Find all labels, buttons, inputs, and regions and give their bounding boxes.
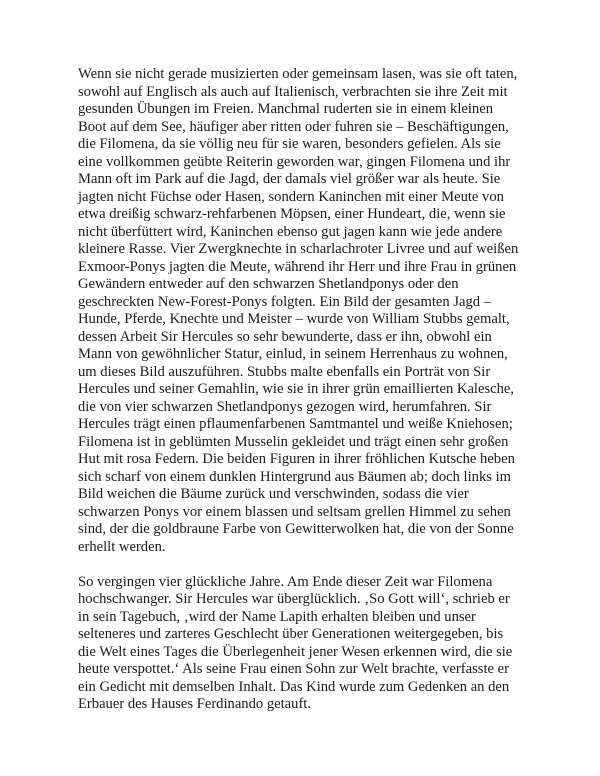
text-line: Hercules trägt einen pflaumenfarbenen Samtmantel und weiße Kniehosen;: [78, 416, 513, 432]
text-line: Mann von gewöhnlicher Statur, einlud, in seinem Herrenhaus zu wohnen,: [78, 346, 508, 362]
text-line: heute verspottet.‘ Als seine Frau einen Sohn zur Welt brachte, verfasste er: [78, 661, 509, 677]
text-line: sowohl auf Englisch als auch auf Italienisch, verbrachten sie ihre Zeit mit: [78, 83, 508, 100]
text-line: die Welt eines Tages die Überlegenheit jener Wesen erkennen wird, die sie: [78, 643, 513, 660]
text-line: gesunden Übungen im Freien. Manchmal ruderten sie in einem kleinen: [78, 101, 493, 117]
text-line: geschreckten New-Forest-Ponys folgten. Ein Bild der gesamten Jagd –: [78, 293, 491, 310]
text-line: die Filomena, da sie völlig neu für sie waren, besonders gefielen. Als sie: [78, 136, 501, 152]
text-line: schwarzen Ponys vor einem blassen und seltsam grellen Himmel zu sehen: [78, 503, 511, 520]
paragraph-1: [78, 66, 540, 556]
text-line: selteneres und zarteres Geschlecht über Generationen weitergegeben, bis: [78, 626, 504, 642]
paragraph-spacer: [78, 556, 540, 574]
text-line: Wenn sie nicht gerade musizierten oder gemeinsam lasen, was sie oft taten,: [78, 66, 518, 82]
text-line: Gewändern entweder auf den schwarzen Shetlandponys oder den: [78, 276, 459, 292]
text-line: nicht überfüttert wird, Kaninchen ebenso gut jagen kann wie jede andere: [78, 223, 503, 240]
text-line: sich scharf von einem dunklen Hintergrund aus Bäumen ab; doch links im: [78, 468, 511, 485]
text-line: kleinere Rasse. Vier Zwergknechte in scharlachroter Livree und auf weißen: [78, 241, 519, 257]
paragraph-2: [78, 574, 540, 714]
document-page: [78, 66, 540, 714]
text-line: Filomena ist in geblümten Musselin gekleidet und trägt einen sehr großen: [78, 433, 509, 450]
text-line: Mann oft im Park auf die Jagd, der damals viel größer war als heute. Sie: [78, 171, 501, 187]
text-line: dessen Arbeit Sir Hercules so sehr bewunderte, dass er ihn, obwohl ein: [78, 328, 492, 345]
text-line: Hut mit rosa Federn. Die beiden Figuren in ihrer fröhlichen Kutsche heben: [78, 451, 515, 467]
text-line: So vergingen vier glückliche Jahre. Am Ende dieser Zeit war Filomena: [78, 573, 493, 590]
text-line: jagten nicht Füchse oder Hasen, sondern Kaninchen mit einer Meute von: [78, 188, 504, 205]
text-line: Bild weichen die Bäume zurück und verschwinden, sodass die vier: [78, 486, 469, 502]
text-line: hochschwanger. Sir Hercules war überglücklich. ‚So Gott will‘, schrieb er: [78, 591, 510, 607]
text-line: sind, der die goldbraune Farbe von Gewitterwolken hat, die von der Sonne: [78, 521, 514, 537]
text-line: erhellt werden.: [78, 538, 166, 555]
text-line: um dieses Bild auszuführen. Stubbs malte ebenfalls ein Porträt von Sir: [78, 363, 491, 380]
text-line: Hercules und seiner Gemahlin, wie sie in ihrer grün emaillierten Kalesche,: [78, 381, 515, 397]
text-line: Hunde, Pferde, Knechte und Meister – wurde von William Stubbs gemalt,: [78, 311, 510, 327]
text-line: eine vollkommen geübte Reiterin geworden war, gingen Filomena und ihr: [78, 153, 511, 170]
text-line: Boot auf dem See, häufiger aber ritten oder fuhren sie – Beschäftigungen,: [78, 118, 509, 135]
text-line: die von vier schwarzen Shetlandponys gezogen wird, herumfahren. Sir: [78, 398, 492, 415]
text-line: in sein Tagebuch, ‚wird der Name Lapith erhalten bleiben und unser: [78, 608, 476, 625]
text-line: ein Gedicht mit demselben Inhalt. Das Kind wurde zum Gedenken an den: [78, 678, 510, 695]
text-line: Exmoor-Ponys jagten die Meute, während ihr Herr und ihre Frau in grünen: [78, 258, 517, 275]
text-line: Erbauer des Hauses Ferdinando getauft.: [78, 696, 312, 712]
text-line: etwa dreißig schwarz-rehfarbenen Möpsen, einer Hundeart, die, wenn sie: [78, 206, 506, 222]
